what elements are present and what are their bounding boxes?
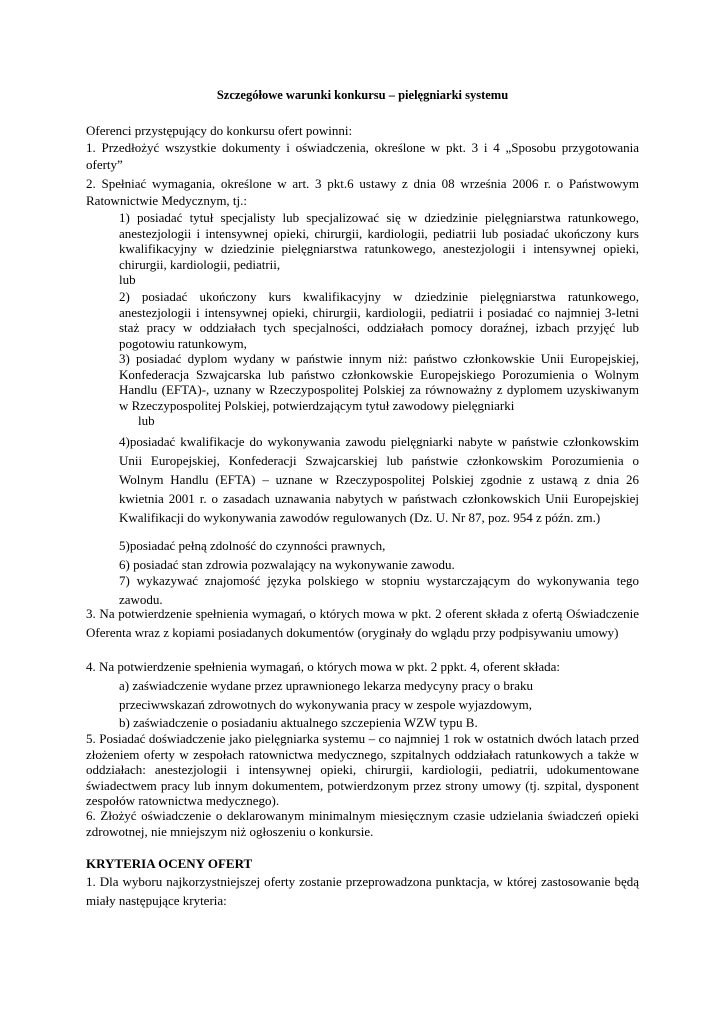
item-1: 1. Przedłożyć wszystkie dokumenty i oświadczenia, określone w pkt. 3 i 4 „Sposobu przygotowania oferty” xyxy=(86,140,639,172)
or-connector-1: lub xyxy=(119,272,136,287)
intro-text: Oferenci przystępujący do konkursu ofert powinni: xyxy=(86,123,353,138)
item-2-sub-7: 7) wykazywać znajomość języka polskiego w stopniu wystarczającym do wykonywania tego zawodu. xyxy=(119,573,639,607)
item-2-sub-1: 1) posiadać tytuł specjalisty lub specjalizować się w dziedzinie pielęgniarstwa ratunkowego, anestezjologii i intensywnej opieki, chirurgii, kardiologii, pediatrii lub posiadać ukończony kurs kwalifikacyjny w dziedzinie pielęgniarstwa ratunkowego, anestezjologii i intensywnej opieki, chirurgii, kardiologii, pediatrii, xyxy=(119,210,639,272)
item-2-sub-6: 6) posiadać stan zdrowia pozwalający na wykonywanie zawodu. xyxy=(119,557,455,572)
document-title: Szczegółowe warunki konkursu – pielęgniarki systemu xyxy=(216,88,509,102)
item-5: 5. Posiadać doświadczenie jako pielęgniarka systemu – co najmniej 1 rok w ostatnich dwóch latach przed złożeniem oferty w zespołach ratownictwa medycznego, szpitalnych oddziałach ratunkowych a także w oddziałach: anestezjologii i intensywnej opieki, chirurgii, kardiologii, pediatrii, udokumentowane świadectwem pracy lub innym dokumentem, potwierdzonym przez strony umowy (tj. szpital, dysponent zespołów ratownictwa medycznego). xyxy=(86,731,639,808)
criteria-heading: KRYTERIA OCENY OFERT xyxy=(86,856,253,871)
item-2-sub-4: 4)posiadać kwalifikacje do wykonywania zawodu pielęgniarki nabyte w państwie członkowskim Unii Europejskiej, Konfederacji Szwajcarskiej lub państwie członkowskim Porozumienia o Wolnym Handlu (EFTA) – uznane w Rzeczypospolitej Polskiej zgodnie z ustawą z dnia 26 kwietnia 2001 r. o zasadach uznawania nabytych w państwach członkowskich Unii Europejskiej Kwalifikacji do wykonywania zawodów regulowanych (Dz. U. Nr 87, poz. 954 z późn. zm.) xyxy=(119,434,639,525)
item-2-sub-2: 2) posiadać ukończony kurs kwalifikacyjny w dziedzinie pielęgniarstwa ratunkowego, anestezjologii i intensywnej opieki, chirurgii, kardiologii, pediatrii i posiadać co najmniej 3-letni staż pracy w oddziałach tych specjalności, oddziałach pomocy doraźnej, izbach przyjęć lub pogotowiu ratunkowym, xyxy=(119,289,639,351)
item-2-sub-5: 5)posiadać pełną zdolność do czynności prawnych, xyxy=(119,538,386,553)
item-4-sub-a: a) zaświadczenie wydane przez uprawnionego lekarza medycyny pracy o braku przeciwwskazań zdrowotnych do wykonywania pracy w zespole wyjazdowym, xyxy=(119,678,533,712)
item-2: 2. Spełniać wymagania, określone w art. 3 pkt.6 ustawy z dnia 08 września 2006 r. o Państwowym Ratownictwie Medycznym, tj.: xyxy=(86,176,639,208)
or-connector-2: lub xyxy=(138,413,155,428)
criteria-item-1: 1. Dla wyboru najkorzystniejszej oferty zostanie przeprowadzona punktacja, w której zastosowanie będą miały następujące kryteria: xyxy=(86,874,639,908)
item-4-sub-b: b) zaświadczenie o posiadaniu aktualnego szczepienia WZW typu B. xyxy=(119,715,478,730)
item-3: 3. Na potwierdzenie spełnienia wymagań, o których mowa w pkt. 2 oferent składa z ofertą Oświadczenie Oferenta wraz z kopiami posiadanych dokumentów (oryginały do wglądu przy podpisywaniu umowy) xyxy=(86,606,639,640)
item-2-sub-3: 3) posiadać dyplom wydany w państwie innym niż: państwo członkowskie Unii Europejskiej, Konfederacja Szwajcarska lub państwo członkowskie Europejskiego Porozumienia o Wolnym Handlu (EFTA)-, uznany w Rzeczypospolitej Polskiej za równoważny z dyplomem uzyskiwanym w Rzeczypospolitej Polskiej, potwierdzającym tytuł zawodowy pielęgniarki xyxy=(119,351,639,413)
item-4: 4. Na potwierdzenie spełnienia wymagań, o których mowa w pkt. 2 ppkt. 4, oferent składa: xyxy=(86,659,561,674)
item-6: 6. Złożyć oświadczenie o deklarowanym minimalnym miesięcznym czasie udzielania świadczeń opieki zdrowotnej, nie mniejszym niż ogłoszeniu o konkursie. xyxy=(86,808,639,839)
